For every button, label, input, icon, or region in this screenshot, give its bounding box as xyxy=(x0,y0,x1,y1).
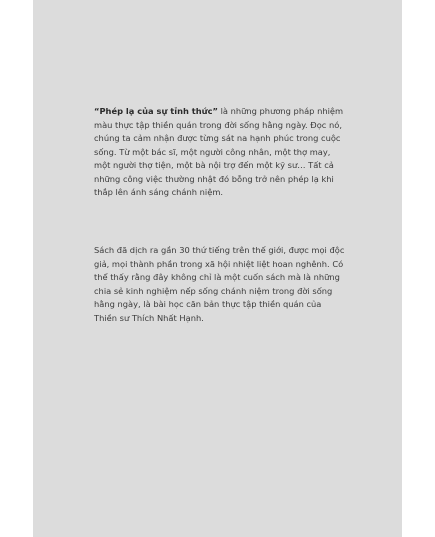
description-paragraph-2 xyxy=(94,244,346,325)
close-quote: ” xyxy=(212,106,218,116)
paragraph-2-text: Sách đã dịch ra gần 30 thứ tiếng trên thế giới, được mọi độc giả, mọi thành phần trong xã hội nhiệt liệt hoan nghênh. Có thể thấy rằng đây không chỉ là một cuốn sách mà là những chia sẻ kinh nghiệm nếp sống chánh niệm trong đời sống hằng ngày, là bài học căn bản thực tập thiền quán của Thiền sư Thích Nhất Hạnh. xyxy=(94,245,345,323)
paragraph-1-text: là những phương pháp nhiệm màu thực tập thiền quán trong đời sống hằng ngày. Đọc nó, chúng ta cảm nhận được từng sát na hạnh phúc trong cuộc sống. Từ một bác sĩ, một người công nhân, một thợ may, một người thợ tiện, một bà nội trợ đến một kỹ sư… Tất cả những công việc thường nhật đó bỗng trở nên phép lạ khi thắp lên ánh sáng chánh niệm. xyxy=(94,106,344,197)
book-back-cover xyxy=(33,0,402,537)
open-quote: “ xyxy=(94,106,100,116)
description-paragraph-1 xyxy=(94,105,346,200)
book-title: Phép lạ của sự tỉnh thức xyxy=(99,106,213,116)
book-title-quote xyxy=(94,106,218,116)
